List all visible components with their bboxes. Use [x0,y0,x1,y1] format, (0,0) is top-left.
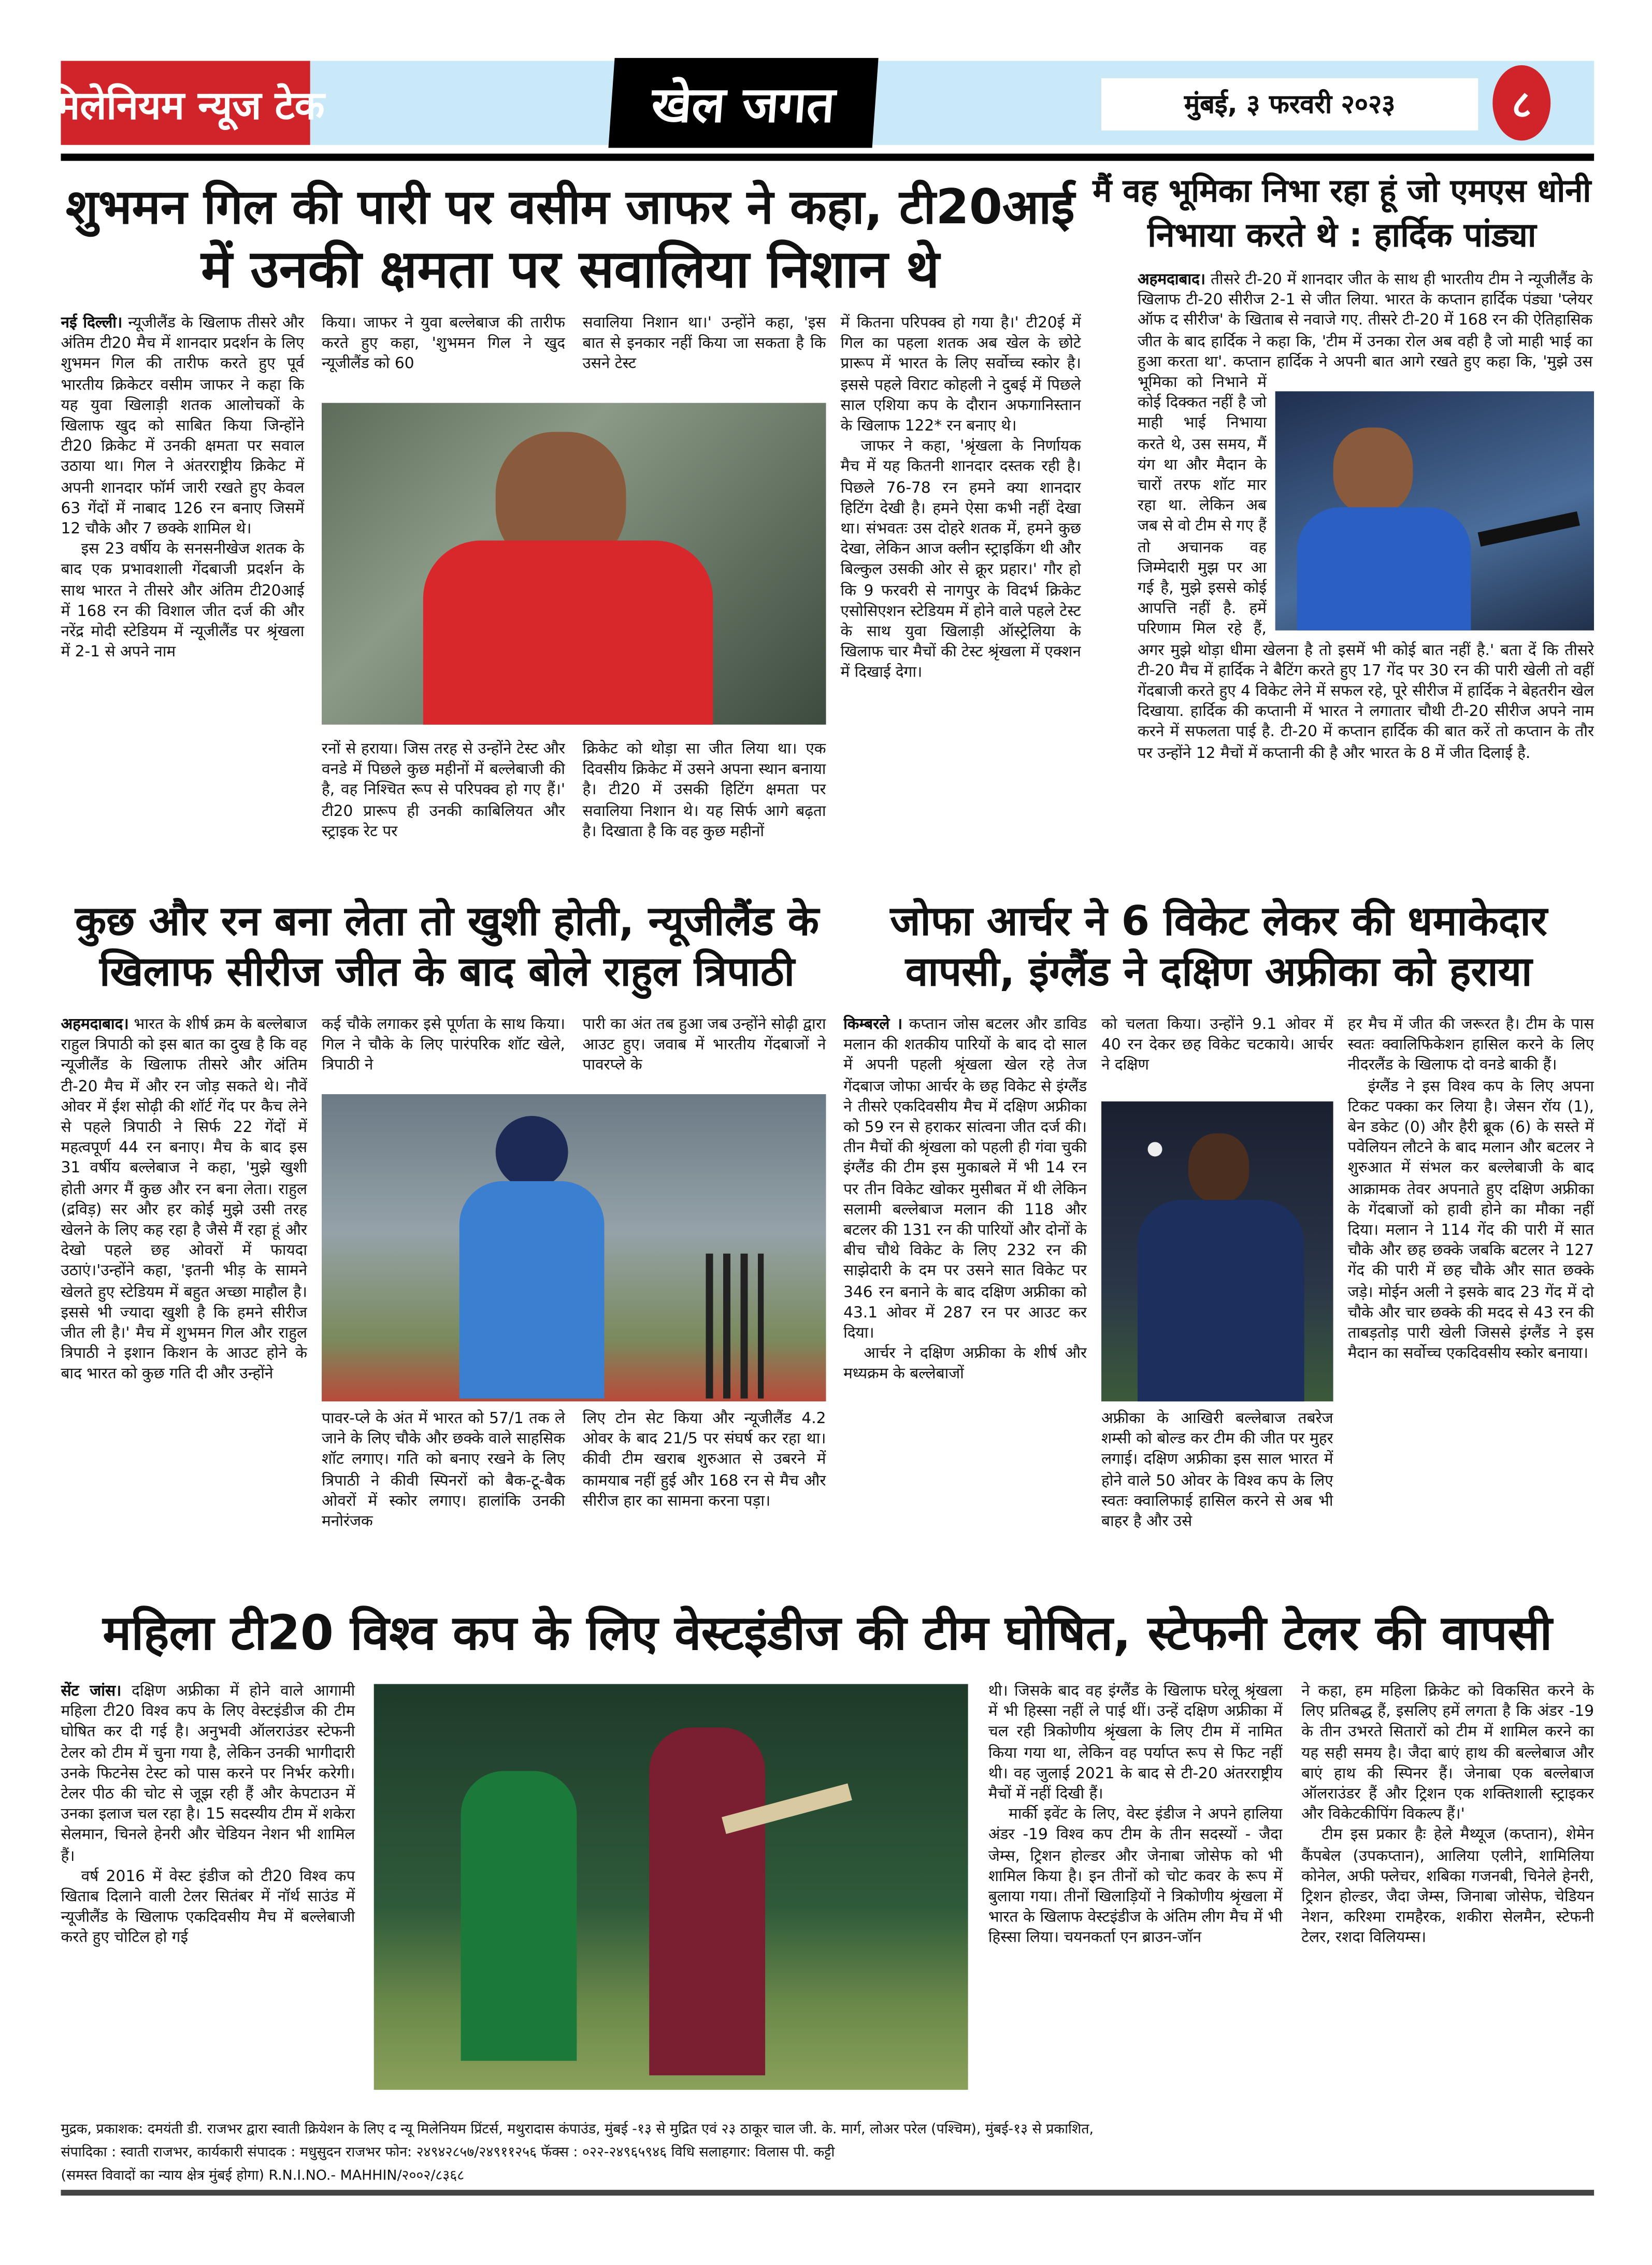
article-5-column-3 [1301,1681,1594,2104]
dateline: किम्बरले । [843,1015,903,1034]
paragraph: थी। जिसके बाद वह इंग्लैंड के खिलाफ घरेलू श्रृंखला में भी हिस्सा नहीं ले पाई थीं। उन्हें दक्षिण अफ्रीका में चल रही त्रिकोणीय श्रृंखला के लिए टीम में नामित किया गया था, लेकिन वह पर्याप्त रूप से फिट नहीं थी। वह जुलाई 2021 के बाद से टी-20 अंतरराष्ट्रीय मैचों में नहीं दिखी हैं। [988,1682,1283,1803]
article-5-column-1 [61,1681,355,2104]
article-4-column-2-top: को चलता किया। उन्होंने 9.1 ओवर में 40 रन देकर छह विकेट चटकाये। आर्चर ने दक्षिण [1101,1015,1333,1075]
article-4-column-2-bottom: अफ्रीका के आखिरी बल्लेबाज तबरेज शम्सी को बोल्ड कर टीम की जीत पर मुहर लगाई। दक्षिण अफ्रीका इस साल भारत में होने वाले 50 ओवर के विश्व कप के लिए स्वतः क्वालिफाई हासिल करने से अब भी बाहर है और उसे [1101,1410,1333,1531]
photo-figure-shirt [423,540,713,724]
article-3-column-3-top: पारी का अंत तब हुआ जब उन्होंने सोढ़ी द्वारा आउट हुए। जवाब में भारतीय गेंदबाजों ने पावरप्ले के [582,1015,826,1075]
float-spacer [1592,269,1594,385]
article-1-column-2-top: किया। जाफर ने युवा बल्लेबाज की तारीफ करते हुए कहा, 'शुभमन गिल ने खुद न्यूजीलैंड को 60 [322,314,565,374]
article-4-headline-line-2: वापसी, इंग्लैंड ने दक्षिण अफ्रीका को हराया [905,948,1532,996]
article-4-column-3 [1348,1014,1594,1594]
article-1-column-3-bottom: क्रिकेट को थोड़ा सा जीत लिया था। एक दिवसीय क्रिकेट में उसने अपना स्थान बनाया है। टी20 में उसकी हिटिंग क्षमता पर सवालिया निशान थे। यह सिर्फ आगे बढ़ता है। दिखाता है कि वह कुछ महीनों [582,740,826,840]
photo-rahul-tripathi [322,1094,826,1401]
dateline: अहमदाबाद। [1137,271,1206,289]
article-1-column-1 [61,313,304,890]
paragraph: कप्तान जोस बटलर और डाविड मलान की शतकीय पारियों के बाद दो साल में अपनी पहली श्रृंखला खेल रहे तेज गेंदबाज जोफा आर्चर के छह विकेट से इंग्लैंड ने तीसरे एकदिवसीय मैच में दक्षिण अफ्रीका को 59 रन से हराकर सांत्वना जीत दर्ज की। तीन मैचों की श्रृंखला को पहली ही गंवा चुकी इंग्लैंड की टीम इस मुकाबले में भी 14 रन पर तीन विकेट खोकर मुसीबत में थी लेकिन सलामी बल्लेबाज मलान की 118 और बटलर की 131 रन की पारियों और दोनों के बीच चौथे विकेट के लिए 232 रन की साझेदारी के दम पर उसने सात विकेट पर 346 रन बनाने के बाद दक्षिण अफ्रीका को 43.1 ओवर में 287 रन पर आउट कर दिया। [843,1015,1087,1342]
paragraph: आर्चर ने दक्षिण अफ्रीका के शीर्ष और मध्यक्रम के बल्लेबाजों [843,1345,1087,1383]
article-5-headline: महिला टी20 विश्व कप के लिए वेस्टइंडीज की टीम घोषित, स्टेफनी टेलर की वापसी [103,1604,1553,1661]
masthead-rule [61,154,1594,161]
photo-figure-jersey [1138,1200,1304,1401]
article-3-column-1 [61,1014,307,1594]
dateline: नई दिल्ली। [61,314,123,332]
photo-figure-helmet [496,1116,568,1188]
photo-batter [649,1728,765,2075]
photo-microphone [1478,511,1580,547]
article-1-column-3-top: सवालिया निशान था।' उन्होंने कहा, 'इस बात से इनकार नहीं किया जा सकता है कि उसने टेस्ट [582,314,826,374]
photo-ball [1148,1142,1162,1156]
paragraph: तीसरे टी-20 में शानदार जीत के साथ ही भारतीय टीम ने न्यूजीलैंड के खिलाफ टी-20 सीरीज 2-1 से जीत लिया. भारत के कप्तान हार्दिक पंड्या 'प्लेयर ऑफ द सीरीज' के खिताब से नवाजे गए. तीसरे टी-20 में 168 रन की ऐतिहासिक जीत के बाद हार्दिक ने कहा कि, 'टीम में उनका रोल अब वही है जो माही भाई का हुआ करता था'. कप्तान हार्दिक ने अपनी बात आगे रखते हुए कहा कि, 'मुझे उस भूमिका को निभाने में कोई दिक्कत नहीं है जो माही भाई निभाया करते थे, उस समय, मैं यंग था और मैदान के चारों तरफ शॉट मार रहा था. लेकिन अब जब से वो टीम से गए हैं तो अचानक वह जिम्मेदारी मुझ पर आ गई है, मुझे इससे कोई आपत्ति नहीं है. हमें परिणाम मिल रहे हैं, अगर मुझे थोड़ा धीमा खेलना है तो इसमें भी कोई बात नहीं है.' बता दें कि तीसरे टी-20 मैच में हार्दिक ने बैटिंग करते हुए 17 गेंद पर 30 रन की पारी खेली तो वहीं गेंदबाजी करते हुए 4 विकेट लेने में सफल रहे, पूरे सीरीज में हार्दिक ने बेहतरीन खेल दिखाया. हार्दिक की कप्तानी में भारत ने लगातार चौथी टी-20 सीरीज अपने नाम करने में सफलता पाई है. टी-20 में कप्तान हार्दिक की बात करें तो कप्तान के तौर पर उन्होंने 12 मैचों में कप्तानी की है और भारत के 8 में जीत दिलाई है. [1137,271,1594,762]
page-number: ८ [1492,65,1550,140]
paragraph: भारत के शीर्ष क्रम के बल्लेबाज राहुल त्रिपाठी को इस बात का दुख है कि वह न्यूजीलैंड के खिलाफ तीसरे और अंतिम टी-20 मैच में और रन जोड़ सकते थे। नौवें ओवर में ईश सोढ़ी की शॉर्ट गेंद पर कैच लेने से पहले त्रिपाठी ने सिर्फ 22 गेंदों में महत्वपूर्ण 44 रन बनाए। मैच के बाद इस 31 वर्षीय बल्लेबाज ने कहा, 'मुझे खुशी होती अगर मैं कुछ और रन बना लेता। राहुल (द्रविड़) सर और हर कोई मुझे उसी तरह खेलने के लिए कह रहा है जैसे मैं रहा हूं और देखो पहले छह ओवरों में फायदा उठाएं।'उन्होंने कहा, 'इतनी भीड़ के सामने खेलते हुए स्टेडियम में बहुत अच्छा माहौल है। इससे भी ज्यादा खुशी है कि हमने सीरीज जीत ली है।' मैच में शुभमन गिल और राहुल त्रिपाठी ने इशान किशन के आउट होने के बाद भारत को कुछ गति दी और उन्होंने [61,1015,308,1383]
section-title [608,58,878,148]
article-3-column-2-bottom: पावर-प्ले के अंत में भारत को 57/1 तक ले जाने के लिए चौके और छक्के वाले साहसिक शॉट लगाए। गति को बनाए रखने के लिए त्रिपाठी ने कीवी स्पिनरों को बैक-टू-बैक ओवरों में स्कोर लगाए। हालांकि उनकी मनोरंजक [322,1410,565,1531]
article-3-headline-line-2: खिलाफ सीरीज जीत के बाद बोले राहुल त्रिपाठी [99,948,795,996]
paragraph: इंग्लैंड ने इस विश्व कप के लिए अपना टिकट पक्का कर लिया है। जेसन रॉय (1), बेन डकेट (0) और हैरी ब्रूक (6) के सस्ते में पवेलियन लौटने के बाद मलान और बटलर ने शुरुआत में संभल कर बल्लेबाजी के बाद आक्रामक तेवर अपनाते हुए दक्षिण अफ्रीका के गेंदबाजों को हावी होने का मौका नहीं दिया। मलान ने 114 गेंद की पारी में सात चौके और छह छक्के जबकि बटलर ने 127 गेंद की पारी में छह चौके और सात छक्के जड़े। मोईन अली ने इसके बाद 23 गेंद में दो चौके और चार छक्के की मदद से 43 रन की ताबड़तोड़ पारी खेली जिससे इंग्लैंड ने इस मैदान का सर्वोच्च एकदिवसीय स्कोर बनाया। [1347,1078,1594,1363]
article-5-column-2 [988,1681,1283,2104]
article-1-column-4 [840,313,1081,890]
article-4-headline-line-1: जोफा आर्चर ने 6 विकेट लेकर की धमाकेदार [890,897,1547,945]
paragraph: इस 23 वर्षीय के सनसनीखेज शतक के बाद एक प्रभावशाली गेंदबाजी प्रदर्शन के साथ भारत ने तीसरे और अंतिम टी20आई में 168 रन की विशाल जीत दर्ज की और नरेंद्र मोदी स्टेडियम में न्यूजीलैंड पर श्रृंखला में 2-1 से अपने नाम [61,541,305,662]
paragraph: जाफर ने कहा, 'श्रृंखला के निर्णायक मैच में यह कितनी शानदार दस्तक रही है। पिछले 76-78 रन हमने क्या शानदार हिटिंग देखी है। हमने ऐसा कभी नहीं देखा था। संभवतः उस दोहरे शतक में, हमने कुछ देखा, लेकिन आज क्लीन स्ट्राइकिंग थी और बिल्कुल उसकी ओर से क्रूर प्रहार।' गौर हो कि 9 फरवरी से नागपुर के विदर्भ क्रिकेट एसोसिएशन स्टेडियम में होने वाले पहले टेस्ट के साथ युवा खिलाड़ी ऑस्ट्रेलिया के खिलाफ चार मैचों की टेस्ट श्रृंखला में एक्शन में दिखाई देगा। [840,438,1081,682]
article-2-body [1138,269,1594,890]
imprint-line-3: (समस्त विवादों का न्याय क्षेत्र मुंबई होगा) R.N.I.NO.- MAHHIN/२००२/८३६८ [61,2168,465,2184]
paragraph: न्यूजीलैंड के खिलाफ तीसरे और अंतिम टी20 मैच में शानदार प्रदर्शन के लिए शुभमन गिल की तारीफ करते हुए पूर्व भारतीय क्रिकेटर वसीम जाफर ने कहा कि यह युवा खिलाड़ी शतक आलोचकों के खिलाफ खुद को साबित किया जिन्होंने टी20 क्रिकेट में उनकी क्षमता पर सवाल उठाया था। गिल ने अंतरराष्ट्रीय क्रिकेट में अपनी शानदार फॉर्म जारी रखते हुए केवल 63 गेंदों में नाबाद 126 रन बनाए जिसमें 12 चौके और 7 छक्के शामिल थे। [61,314,305,538]
article-2-headline-line-1: मैं वह भूमिका निभा रहा हूं जो एमएस धोनी [1093,174,1591,210]
photo-jofra-archer [1101,1101,1333,1401]
paragraph: दक्षिण अफ्रीका में होने वाले आगामी महिला टी20 विश्व कप के लिए वेस्टइंडीज की टीम घोषित कर दी गई है। अनुभवी ऑलराउंडर स्टेफनी टेलर को टीम में चुना गया है, लेकिन उनकी भागीदारी उनके फिटनेस टेस्ट को पास करने पर निर्भर करेगी। टेलर पीठ की चोट से जूझ रही हैं और केपटाउन में उनका इलाज चल रहा है। 15 सदस्यीय टीम में शकेरा सेलमान, चिनले हेनरी और चेडियन नेशन भी शामिल हैं। [61,1682,355,1865]
paragraph: टीम इस प्रकार हैः हेले मैथ्यूज (कप्तान), शेमेन कैंपबेल (उपकप्तान), आलिया एलीने, शामिलिया कोनेल, अफी फ्लेचर, शबिका गजनबी, चिनेले हेनरी, ट्रिशन होल्डर, जैदा जेम्स, जिनाबा जोसेफ, चेडियन नेशन, करिश्मा रामहैरक, शकीरा सेलमैन, स्टेफनी टेलर, रशदा विलियम्स। [1301,1826,1594,1947]
photo-west-indies-women-match [374,1684,968,2090]
paragraph: में कितना परिपक्व हो गया है।' टी20ई में गिल का पहला शतक अब खेल के छोटे प्रारूप में भारत के लिए सर्वोच्च स्कोर है। इससे पहले विराट कोहली ने दुबई में पिछले साल एशिया कप के दौरान अफगानिस्तान के खिलाफ 122* रन बनाए थे। [840,314,1081,435]
section-title-text: खेल जगत [649,77,837,135]
photo-figure-shirt [1297,507,1471,630]
article-3-headline-line-1: कुछ और रन बना लेता तो खुशी होती, न्यूजीलैंड के [75,897,819,945]
article-2-headline-line-2: निभाया करते थे : हार्दिक पांड्या [1147,217,1536,255]
photo-figure-jersey [459,1181,605,1399]
paragraph: ने कहा, हम महिला क्रिकेट को विकसित करने के लिए प्रतिबद्ध हैं, इसलिए हमें लगता है कि अंडर -19 के तीन उभरते सितारों को टीम में शामिल करने का यह सही समय है। जैदा बाएं हाथ की बल्लेबाज और बाएं हाथ की स्पिनर हैं। जेनाबा एक बल्लेबाज ऑलराउंडर हैं और ट्रिशन एक शक्तिशाली स्ट्राइकर और विकेटकीपिंग विकल्प हैं।' [1301,1682,1594,1824]
dateline: अहमदाबाद। [61,1015,129,1034]
photo-wasim-jaffer [322,403,826,725]
photo-wicketkeeper [461,1771,577,2060]
photo-figure-head [1333,427,1413,514]
article-1-headline-line-2: में उनकी क्षमता पर सवालिया निशान थे [201,240,940,300]
photo-figure-head [1188,1134,1249,1203]
brand-logo: मिलेनियम न्यूज टेक [61,61,310,145]
photo-stumps [706,1254,764,1399]
imprint-line-2: संपादिका : स्वाती राजभर, कार्यकारी संपादक : मधुसुदन राजभर फोन: २४९४२८५७/२४९११२५६ फॅक्स : ०२२-२४९६५९४६ विधि सलाहगार: विलास पी. कट्टी [61,2145,835,2161]
footer-rule [61,2190,1594,2196]
dateline: सेंट जांस। [61,1682,122,1700]
article-4-column-1 [843,1014,1087,1594]
article-1-column-2-bottom: रनों से हराया। जिस तरह से उन्होंने टेस्ट और वनडे में पिछले कुछ महीनों में बल्लेबाजी की है, वह निश्चित रूप से परिपक्व हो गए हैं।' टी20 प्रारूप ही उनकी काबिलियत और स्ट्राइक रेट पर [322,740,565,840]
article-3-column-3-bottom: लिए टोन सेट किया और न्यूजीलैंड 4.2 ओवर के बाद 21/5 पर संघर्ष कर रहा था। कीवी टीम खराब शुरुआत से उबरने में कामयाब नहीं हुई और 168 रन से मैच और सीरीज हार का सामना करना पड़ा। [582,1410,826,1510]
article-3-column-2-top: कई चौके लगाकर इसे पूर्णता के साथ किया। गिल ने चौके के लिए पारंपरिक शॉट खेले, त्रिपाठी ने [322,1015,565,1075]
article-1-headline-line-1: शुभमन गिल की पारी पर वसीम जाफर ने कहा, टी20आई [65,178,1075,235]
paragraph: हर मैच में जीत की जरूरत है। टीम के पास स्वतः क्वालिफिकेशन हासिल करने के लिए नीदरलैंड के खिलाफ दो वनडे बाकी हैं। [1347,1015,1594,1075]
paragraph: वर्ष 2016 में वेस्ट इंडीज को टी20 विश्व कप खिताब दिलाने वाली टेलर सितंबर में नॉर्थ साउंड में न्यूजीलैंड के खिलाफ एकदिवसीय मैच में बल्लेबाजी करते हुए चोटिल हो गई [61,1868,355,1947]
issue-date: मुंबई, ३ फरवरी २०२३ [1101,78,1478,131]
paragraph: मार्की इवेंट के लिए, वेस्ट इंडीज ने अपने हालिया अंडर -19 विश्व कप टीम के तीन सदस्यों - जैदा जेम्स, ट्रिशन होल्डर और जेनाबा जोसेफ को भी शामिल किया है। इन तीनों को चोट कवर के रूप में बुलाया गया। तीनों खिलाड़ियों ने त्रिकोणीय श्रृंखला में भारत के खिलाफ वेस्टइंडीज के अंतिम लीग मैच में भी हिस्सा लिया। चयनकर्ता एन ब्राउन-जॉन [988,1806,1283,1947]
imprint-line-1: मुद्रक, प्रकाशक: दमयंती डी. राजभर द्वारा स्वाती क्रियेशन के लिए द न्यू मिलेनियम प्रिंटर्स, मथुरादास कंपाउंड, मुंबई -१३ से मुद्रित एवं २३ ठाकूर चाल जी. के. मार्ग, लोअर परेल (पश्चिम), मुंबई-१३ से प्रकाशित, [61,2121,1094,2138]
photo-hardik-pandya [1275,391,1594,630]
